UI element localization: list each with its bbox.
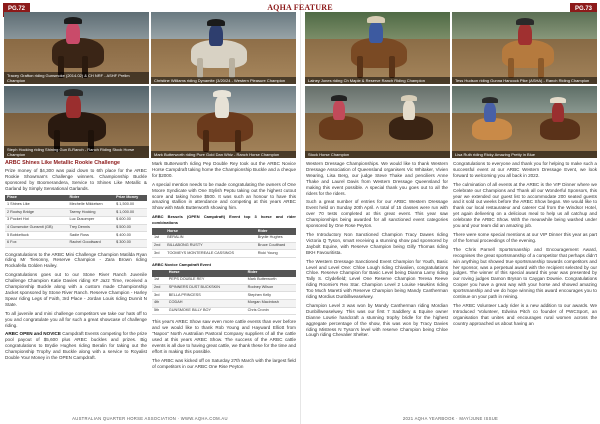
photo-western-pleasure-1: [4, 12, 149, 84]
open-campdraft-table: Horse Rider 1st BERALIN Brydie Hughes 2nd BILLABONG RUSTY Bruce Coulthard 3rd TOOMEYS MONTEREALE CASSINOS Ricki Young: [152, 228, 296, 258]
footer-left: AUSTRALIAN QUARTER HORSE ASSOCIATION · WWW.AQHA.COM.AU: [72, 416, 228, 421]
paragraph: There were some special mentions at our VIP Dinner this year as part of the formal proceedings of the evening.: [453, 231, 597, 243]
photo-ranch-riding-1: [4, 86, 149, 158]
table-title: ARBC Bessels (OPEN Campdraft) Event top 3 horse and rider combinations: [152, 214, 296, 226]
table-row: 3rd TOOMEYS MONTEREALE CASSINOS Ricki Young: [152, 250, 296, 258]
table-row: 3 Pocket Hot Luc Dusomper $ 600.00: [5, 216, 147, 224]
paragraph: Congratulations to the ARBC Mini Challenge Champion Matilda Ryan riding Mr Tiesonny, Reserve Champion - Zara Brown riding Rockafella Golden Hailey.: [5, 251, 147, 269]
photo-caption: Tracey Grafton riding Gunsmoke (2014.02) & CH NRF - ASHF Prelim Champion: [4, 72, 149, 84]
paragraph: Champion Level 3 was won by Mandy Cantherman riding Mordian Dunbillweaselwey. This was our first 7 Saddlery & Equine owner Dianne Lowrie handcraft a stunning trophy bridle for the highest aggregate percentage of the show, this was won by Tracy Davies riding Mistress N Tyson's level with reserve Champion being Chloe Lough riding Chevalier Shelter.: [306, 302, 448, 338]
paragraph: Such a great number of entries for our ARBC Western Dressage Event held on Sunday 20th April. A total of 15 classes were run with over 70 tests completed at this great event. This year saw Championships being awarded for all sanctioned event categories sponsored by One Rose Peyton.: [306, 199, 448, 229]
paragraph-body: Campdraft Events competing for the prize pool payout of $5,600 plus ARBC buckles and prizes. Big congratulations to Brydie Hughes riding Beralin for taking out the Championship Trophy and Buckle along with a service to Royalist Double Your Money in the OPEN Campdraft.: [5, 331, 147, 361]
footer-right: 2021 AQHA YEARBOOK · MAY/JUNE ISSUE: [402, 416, 499, 421]
title-pre: AQHA: [267, 3, 292, 12]
paragraph: Congratulations to everyone and thank you for helping to make such a successful event at our ARBC Western Dressage Event, we look forward to welcoming you all back in 2022.: [453, 161, 597, 178]
photo-caption: Stock Horse Champion: [305, 151, 450, 158]
left-column-2: [152, 161, 296, 373]
photo-ranch-horse-1: [305, 86, 450, 158]
table-row: 2nd SPINNERS DUST BUCKSKIN Rodney Wilson: [152, 284, 296, 292]
paragraph: The Chris Parnell Sportsmanship and Encouragement Award, recognises the great sportsmanship of a competitor that perhaps didn't win anything but showed true sportsmanship towards competitors and her sponsor, was a perpetual award with the recipient selected by our judges. The winner of this special award this year was presented by our roving judges Damon Bryson to Caygan Downie. Congratulations Cooper you have a great way with your horse and showed amazing sportsmanship and we do hope winning this award encourages you to continue on your path in reining.: [453, 246, 597, 300]
table-row: 5 Bobkeltuck Sadie Ross $ 400.00: [5, 232, 147, 240]
photo-caption: Christine Williams riding Dynamite (3/20/24 - Western Pleasure Champion: [151, 77, 296, 84]
photo-caption: Mark Butterworth riding Pure Gold Dan Whiz - Ranch Horse Champion: [151, 151, 296, 158]
paragraph: Congratulations goes out to our Stone River Ranch Juvenile Challenge Champion Katie Davies riding KF Jazz Time, received a Championship Buckle along with a custom made Championship Jacket sponsored by Stone River Ranch. Reserve Champion - Harley Spear riding Legs of Faith, 3rd Place - Jordan Louis riding Dunnit N State.: [5, 272, 147, 307]
right-column-2: [453, 161, 597, 330]
table-row: 4th CODAH Morgan Macintosh: [152, 299, 296, 307]
table-row: 1st BERALIN Brydie Hughes: [152, 235, 296, 242]
paragraph: A special mention needs to be made congratulating the owners of One Moore Syndicate with One Stylish Peptu taking out the highest cutout score and taking home $500. It was such an honour to have this amazing stallion in attendance and competing at this years ARBC Show with Mark Butterworth showing him.: [152, 181, 296, 211]
page-number-right: PG.73: [570, 3, 597, 17]
table-row: 6 Fox Rachel Goodiward $ 300.00: [5, 239, 147, 247]
table-row: 3rd BELLA PRINCESS Stephen Kelly: [152, 292, 296, 300]
table-row: 1st PEPS DOUBLE REY Mark Butterworth: [152, 277, 296, 284]
photo-caption: Steph Hocking riding Shining Gun B-Ranch - Ranch Riding Stock Horse Champion: [4, 146, 149, 158]
table-header: Rider: [68, 195, 115, 202]
publication-title: [0, 3, 600, 12]
photo-caption: Lainey Jones riding Ch Maple & Reserve Ranch Riding Champion: [305, 77, 450, 84]
table-row: 1 Shines Like Mechelle Mikkelsen $ 1,500.00: [5, 201, 147, 208]
paragraph: The Introductory Non Sanctioned Champion Tracy Dawes riding Victoria Q Tyson, smart receiving a stunning show pad sponsored by Jaybolt Equine, with Reserve Champion being Gilly Thomas riding BKH Favouritista.: [306, 231, 448, 255]
paragraph: The Western Dressage Sanctioned Event Champion for Youth, Basic Level and Level One: Chloe Lough riding Chivalien, congratulations Chloe. Reserve Champion for Basic Level being Dianna Lamy riding Tally S. Clydefield; Level One Reserve Champion Teresa Reeve riding Roomie's Rex Star. Champion Level 2 Louise Hawkins riding Too Much Maretti with Reserve Champion being Mandy Cantherman riding Mordius Dunbillweaselwey.: [306, 258, 448, 300]
paragraph: The culmination of all events at the ARBC is the VIP Dinner where we Celebrate our Champions and Thank all our Wonderful Sponsors, this year we extended our guest list to accommodate 200 seated guests and it sold out weeks before the ARBC Show began. We would like to thank our local restaurateur and caterer Cal from the Windsor Hotel, yet again delivering on a delicious meal to help us all catchup and celebrate the ARBC Show. With the meanwhile being washed under you and your team did an amazing job.: [453, 181, 597, 229]
photo-stock-horse-1: [305, 12, 450, 84]
paragraph: Prize money of $4,300 was paid down to 6th place for the ARBC Rookie Showman's Challenge winners. Championship Buckle sponsored by Boomerandera, Service to Shines Like Metallic & Garland by Simply Sensational Garlands.: [5, 167, 147, 191]
article-heading: ARBC Shines Like Metallic Rookie Challenge: [5, 160, 121, 166]
table-row: 2nd BILLABONG RUSTY Bruce Coulthard: [152, 242, 296, 250]
table-title: ARBC Novice Campdraft Event: [152, 262, 211, 268]
page-number-left: PG.72: [3, 3, 30, 17]
paragraph: Western Dressage Championships. We would like to thank Western Dressage Association of Queensland organisers Vic Whitaker, Vivien Wearing, Lisa Berg, our judge Steve Thake and penciliers Anne Thake and Laurel Davis from Western Dressage Queensland for making this event possible. A special thank you goes out to all the riders for the riders.: [306, 161, 448, 196]
photo-caption: Lisa Ruth riding Ricky Amazing Pretty in Blue: [452, 151, 597, 158]
rookie-challenge-table: [5, 195, 147, 248]
right-column-1: [306, 161, 448, 341]
photo-stock-horse-2: [452, 12, 597, 84]
photo-ranch-horse-2: [452, 86, 597, 158]
novice-campdraft-table: Horse Rider 1st PEPS DOUBLE REY Mark Butterworth 2nd SPINNERS DUST BUCKSKIN Rodney Wilson 3rd BELLA PRINCESS Stephen Kelly 4th CODAH Morgan Macintosh 5th GUNSMOKE BILLY BOY Chris Cronin: [152, 270, 296, 315]
paragraph-lead: ARBC OPEN and NOVICE: [5, 331, 61, 337]
photo-ranch-riding-2: [151, 86, 296, 158]
right-page: [300, 0, 600, 424]
table-row: 2 Rootsy Bridge Taemy Hocking $ 1,000.00: [5, 209, 147, 217]
paragraph: The ARBC Volunteer Lady rider is a new addition to our awards. We Introduced 'Volunteer, Edwina Pitch co founder of PWCSport, an organisation that unites and encourages rural women across the country approached us about having an: [453, 302, 597, 326]
table-header: Place: [5, 195, 68, 202]
table-row: 5th GUNSMOKE BILLY BOY Chris Cronin: [152, 307, 296, 315]
paragraph: This year's ARBC Show saw even more cattle events than ever before and we would like to thank Rob Young and Hayward Elliott from "Napoo" North Australian Pastoral Company suppliers of all the cattle used at this years ARBC Show. The success of the ARBC cattle events is all due to having great cattle, we thank these for the time and effort in making this possible.: [152, 319, 296, 354]
paragraph: [5, 331, 147, 361]
paragraph: The ARBC was kicked off on Saturday 27th March with the largest field of competitors in our ARBC One Rise Peyton: [152, 357, 296, 369]
title-post: FEATURE: [293, 3, 333, 12]
paragraph: Mark Butterworth riding Pep Double Rey took out the ARBC Novice Horse Campdraft taking home the Championship Buckle and a cheque for $2000.: [152, 161, 296, 178]
paragraph: To all juvenile and mini challenge competitors we take our hats off to you and congratulate you all for such a great showcase of challenge riding.: [5, 310, 147, 328]
table-row: 4 Gunsmoke Gunsmit (GB) Trey Dennis $ 500.00: [5, 224, 147, 232]
table-header: Prize Money: [114, 195, 147, 202]
left-column-1: [5, 161, 147, 364]
photo-caption: Tess Hudson riding Gunna Hancock Pike (ASHA) - Ranch Riding Champion: [452, 77, 597, 84]
photo-western-pleasure-2: [151, 12, 296, 84]
